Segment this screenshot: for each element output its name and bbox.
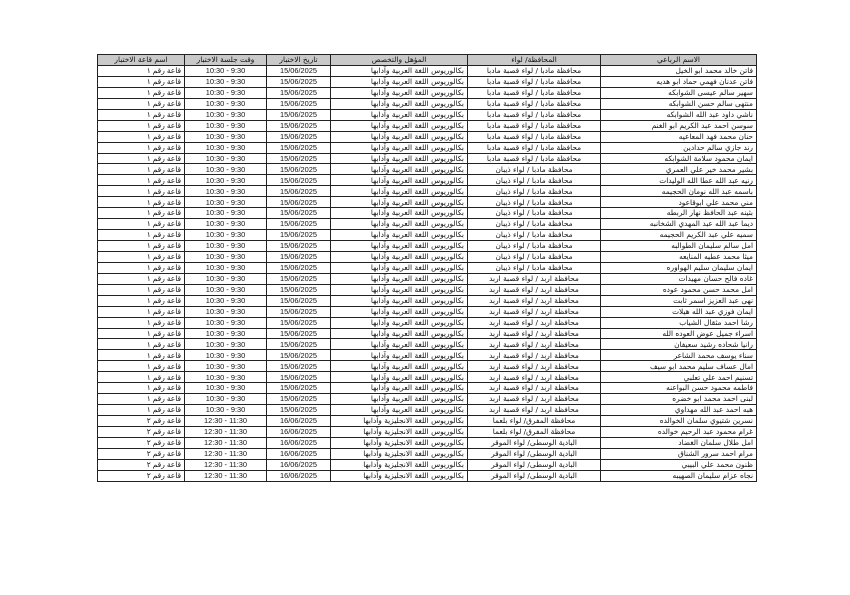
table-row [98, 284, 757, 295]
cell-name: نجاه عزام سليمان الصهيبه [601, 470, 757, 481]
cell-date: 15/06/2025 [267, 175, 331, 186]
cell-governorate: محافظة مادبا / لواء ذيبان [468, 251, 601, 262]
table-row [98, 186, 757, 197]
cell-date: 15/06/2025 [267, 186, 331, 197]
table-row [98, 241, 757, 252]
cell-name: غاده فالح حسان مهيدات [601, 273, 757, 284]
cell-qualification: بكالوريوس اللغة العربية وآدابها [331, 197, 468, 208]
cell-qualification: بكالوريوس اللغة العربية وآدابها [331, 306, 468, 317]
cell-session: 9:30 - 10:30 [185, 251, 267, 262]
cell-date: 16/06/2025 [267, 416, 331, 427]
cell-room: قاعة رقم ١ [98, 109, 185, 120]
cell-room: قاعة رقم ١ [98, 251, 185, 262]
cell-date: 15/06/2025 [267, 394, 331, 405]
cell-session: 9:30 - 10:30 [185, 372, 267, 383]
table-header-row [98, 55, 757, 66]
cell-name: رند جازي سالم حدادين [601, 142, 757, 153]
cell-name: امل محمد حسن محمود عوده [601, 284, 757, 295]
cell-qualification: بكالوريوس اللغة العربية وآدابها [331, 164, 468, 175]
cell-name: مرام احمد سرور الشناق [601, 448, 757, 459]
cell-session: 9:30 - 10:30 [185, 175, 267, 186]
table-row [98, 164, 757, 175]
cell-governorate: البادية الوسطى/ لواء الموقر [468, 448, 601, 459]
cell-governorate: محافظة اربد / لواء قصبة اربد [468, 306, 601, 317]
cell-qualification: بكالوريوس اللغة العربية وآدابها [331, 66, 468, 77]
cell-session: 9:30 - 10:30 [185, 186, 267, 197]
table-row [98, 394, 757, 405]
cell-room: قاعة رقم ١ [98, 197, 185, 208]
table-row [98, 251, 757, 262]
cell-session: 9:30 - 10:30 [185, 142, 267, 153]
cell-name: تسنيم احمد علي تعلبي [601, 372, 757, 383]
cell-session: 9:30 - 10:30 [185, 241, 267, 252]
table-row [98, 339, 757, 350]
cell-session: 9:30 - 10:30 [185, 66, 267, 77]
table-row [98, 405, 757, 416]
cell-name: سناء يوسف محمد الشاعر [601, 350, 757, 361]
table-row [98, 317, 757, 328]
cell-session: 9:30 - 10:30 [185, 164, 267, 175]
cell-qualification: بكالوريوس اللغة العربية وآدابها [331, 76, 468, 87]
cell-room: قاعة رقم ١ [98, 241, 185, 252]
cell-date: 15/06/2025 [267, 87, 331, 98]
cell-name: لبنى احمد محمد ابو خضره [601, 394, 757, 405]
table-row [98, 448, 757, 459]
cell-session: 9:30 - 10:30 [185, 361, 267, 372]
cell-date: 15/06/2025 [267, 383, 331, 394]
cell-session: 9:30 - 10:30 [185, 262, 267, 273]
cell-session: 9:30 - 10:30 [185, 98, 267, 109]
cell-session: 9:30 - 10:30 [185, 208, 267, 219]
cell-room: قاعة رقم ١ [98, 317, 185, 328]
cell-room: قاعة رقم ١ [98, 350, 185, 361]
cell-governorate: محافظة اربد / لواء قصبة اربد [468, 317, 601, 328]
cell-qualification: بكالوريوس اللغة الانجليزية وآدابها [331, 416, 468, 427]
cell-governorate: محافظة مادبا / لواء ذيبان [468, 186, 601, 197]
cell-qualification: بكالوريوس اللغة العربية وآدابها [331, 120, 468, 131]
cell-date: 16/06/2025 [267, 426, 331, 437]
cell-governorate: محافظة اربد / لواء قصبة اربد [468, 295, 601, 306]
cell-governorate: محافظة اربد / لواء قصبة اربد [468, 273, 601, 284]
cell-session: 9:30 - 10:30 [185, 197, 267, 208]
cell-governorate: محافظة مادبا / لواء قصبة مادبا [468, 66, 601, 77]
table-row [98, 295, 757, 306]
cell-date: 15/06/2025 [267, 153, 331, 164]
cell-qualification: بكالوريوس اللغة العربية وآدابها [331, 317, 468, 328]
cell-date: 15/06/2025 [267, 142, 331, 153]
cell-session: 9:30 - 10:30 [185, 76, 267, 87]
table-row [98, 459, 757, 470]
cell-room: قاعة رقم ١ [98, 295, 185, 306]
cell-room: قاعة رقم ١ [98, 175, 185, 186]
cell-session: 11:30 - 12:30 [185, 470, 267, 481]
cell-date: 15/06/2025 [267, 230, 331, 241]
cell-name: باسمه عبد الله نومان الحجيمه [601, 186, 757, 197]
cell-name: امال عساف سليم محمد ابو سيف [601, 361, 757, 372]
cell-governorate: محافظة مادبا / لواء قصبة مادبا [468, 120, 601, 131]
table-row [98, 350, 757, 361]
cell-name: سوسن احمد عبد الكريم ابو الغنم [601, 120, 757, 131]
header-name: الاسم الرباعي [601, 55, 757, 66]
table-row [98, 87, 757, 98]
table-row [98, 142, 757, 153]
cell-room: قاعة رقم ١ [98, 394, 185, 405]
table-row [98, 383, 757, 394]
cell-name: رنيه عبد الله عطا الله الوليدات [601, 175, 757, 186]
table-row [98, 273, 757, 284]
cell-name: ديما عبد الله عبد المهدي الشخانبه [601, 219, 757, 230]
cell-session: 11:30 - 12:30 [185, 448, 267, 459]
cell-date: 15/06/2025 [267, 76, 331, 87]
cell-governorate: محافظة اربد / لواء قصبة اربد [468, 405, 601, 416]
cell-session: 9:30 - 10:30 [185, 273, 267, 284]
cell-governorate: محافظة مادبا / لواء قصبة مادبا [468, 98, 601, 109]
cell-governorate: محافظة اربد / لواء قصبة اربد [468, 350, 601, 361]
cell-date: 15/06/2025 [267, 350, 331, 361]
table-row [98, 361, 757, 372]
cell-name: سميه علي عبد الكريم الحجيمه [601, 230, 757, 241]
cell-room: قاعة رقم ٢ [98, 426, 185, 437]
table-row [98, 109, 757, 120]
cell-room: قاعة رقم ٢ [98, 459, 185, 470]
cell-name: حنان محمد فهد المعاعيه [601, 131, 757, 142]
cell-session: 9:30 - 10:30 [185, 306, 267, 317]
cell-date: 15/06/2025 [267, 284, 331, 295]
cell-qualification: بكالوريوس اللغة العربية وآدابها [331, 142, 468, 153]
table-row [98, 372, 757, 383]
cell-qualification: بكالوريوس اللغة العربية وآدابها [331, 186, 468, 197]
cell-name: رشا احمد مثقال الشياب [601, 317, 757, 328]
cell-governorate: البادية الوسطى/ لواء الموقر [468, 470, 601, 481]
cell-date: 15/06/2025 [267, 306, 331, 317]
cell-governorate: محافظة اربد / لواء قصبة اربد [468, 394, 601, 405]
cell-date: 15/06/2025 [267, 109, 331, 120]
cell-qualification: بكالوريوس اللغة الانجليزية وآدابها [331, 437, 468, 448]
cell-qualification: بكالوريوس اللغة العربية وآدابها [331, 284, 468, 295]
cell-date: 16/06/2025 [267, 459, 331, 470]
header-date: تاريخ الاختبار [267, 55, 331, 66]
cell-qualification: بكالوريوس اللغة العربية وآدابها [331, 273, 468, 284]
table-row [98, 470, 757, 481]
table-row [98, 76, 757, 87]
cell-qualification: بكالوريوس اللغة العربية وآدابها [331, 295, 468, 306]
cell-session: 9:30 - 10:30 [185, 230, 267, 241]
exam-schedule-sheet [97, 54, 756, 482]
cell-name: نسرين شتيوي سلمان الخوالده [601, 416, 757, 427]
cell-room: قاعة رقم ٢ [98, 448, 185, 459]
table-row [98, 66, 757, 77]
cell-room: قاعة رقم ١ [98, 66, 185, 77]
cell-session: 11:30 - 12:30 [185, 426, 267, 437]
cell-governorate: محافظة مادبا / لواء قصبة مادبا [468, 153, 601, 164]
table-row [98, 426, 757, 437]
cell-qualification: بكالوريوس اللغة العربية وآدابها [331, 361, 468, 372]
cell-date: 15/06/2025 [267, 328, 331, 339]
cell-name: فاتن عدنان فهمي حماد ابو هديه [601, 76, 757, 87]
cell-room: قاعة رقم ١ [98, 208, 185, 219]
cell-governorate: محافظة المفرق/ لواء بلعما [468, 426, 601, 437]
cell-qualification: بكالوريوس اللغة العربية وآدابها [331, 405, 468, 416]
cell-session: 9:30 - 10:30 [185, 153, 267, 164]
cell-governorate: محافظة مادبا / لواء ذيبان [468, 219, 601, 230]
cell-qualification: بكالوريوس اللغة العربية وآدابها [331, 350, 468, 361]
cell-date: 15/06/2025 [267, 66, 331, 77]
cell-room: قاعة رقم ١ [98, 284, 185, 295]
cell-session: 9:30 - 10:30 [185, 328, 267, 339]
cell-room: قاعة رقم ١ [98, 383, 185, 394]
cell-name: ايمان محمود سلامة الشوابكه [601, 153, 757, 164]
cell-room: قاعة رقم ١ [98, 87, 185, 98]
cell-session: 9:30 - 10:30 [185, 87, 267, 98]
cell-governorate: محافظة اربد / لواء قصبة اربد [468, 383, 601, 394]
table-row [98, 208, 757, 219]
cell-room: قاعة رقم ١ [98, 273, 185, 284]
table-row [98, 131, 757, 142]
cell-governorate: محافظة اربد / لواء قصبة اربد [468, 284, 601, 295]
cell-qualification: بكالوريوس اللغة العربية وآدابها [331, 372, 468, 383]
cell-session: 9:30 - 10:30 [185, 295, 267, 306]
cell-room: قاعة رقم ١ [98, 328, 185, 339]
cell-name: مني محمد علي ابوقاعود [601, 197, 757, 208]
table-row [98, 153, 757, 164]
cell-governorate: محافظة مادبا / لواء ذيبان [468, 175, 601, 186]
cell-room: قاعة رقم ١ [98, 405, 185, 416]
cell-governorate: محافظة مادبا / لواء ذيبان [468, 164, 601, 175]
table-row [98, 230, 757, 241]
cell-session: 9:30 - 10:30 [185, 317, 267, 328]
cell-qualification: بكالوريوس اللغة العربية وآدابها [331, 153, 468, 164]
cell-qualification: بكالوريوس اللغة العربية وآدابها [331, 175, 468, 186]
cell-governorate: البادية الوسطى/ لواء الموقر [468, 459, 601, 470]
cell-qualification: بكالوريوس اللغة الانجليزية وآدابها [331, 459, 468, 470]
cell-governorate: محافظة مادبا / لواء قصبة مادبا [468, 142, 601, 153]
cell-room: قاعة رقم ٢ [98, 416, 185, 427]
cell-date: 15/06/2025 [267, 295, 331, 306]
cell-date: 15/06/2025 [267, 120, 331, 131]
cell-room: قاعة رقم ١ [98, 219, 185, 230]
cell-name: هبه احمد عبد الله مهداوي [601, 405, 757, 416]
header-session: وقت جلسة الاختبار [185, 55, 267, 66]
table-row [98, 98, 757, 109]
cell-date: 15/06/2025 [267, 197, 331, 208]
cell-governorate: محافظة اربد / لواء قصبة اربد [468, 372, 601, 383]
cell-date: 15/06/2025 [267, 317, 331, 328]
cell-governorate: محافظة المفرق/ لواء بلعما [468, 416, 601, 427]
cell-qualification: بكالوريوس اللغة العربية وآدابها [331, 328, 468, 339]
cell-name: منتهى سالم حسن الشوابكه [601, 98, 757, 109]
cell-name: ايمان فوزي عبد الله هيلات [601, 306, 757, 317]
table-row [98, 306, 757, 317]
cell-name: اسراء جميل عوض العوده الله [601, 328, 757, 339]
cell-date: 15/06/2025 [267, 219, 331, 230]
cell-name: نهى عبد العزيز اسمر ثابت [601, 295, 757, 306]
cell-name: فاتن خالد محمد ابو الخيل [601, 66, 757, 77]
cell-date: 15/06/2025 [267, 164, 331, 175]
cell-room: قاعة رقم ١ [98, 262, 185, 273]
cell-qualification: بكالوريوس اللغة العربية وآدابها [331, 98, 468, 109]
cell-governorate: محافظة اربد / لواء قصبة اربد [468, 339, 601, 350]
cell-date: 16/06/2025 [267, 437, 331, 448]
cell-name: فاطمه محمود حسن البواعنه [601, 383, 757, 394]
table-row [98, 437, 757, 448]
cell-governorate: محافظة اربد / لواء قصبة اربد [468, 361, 601, 372]
cell-session: 9:30 - 10:30 [185, 383, 267, 394]
cell-name: بشير محمد خير علي العمري [601, 164, 757, 175]
cell-qualification: بكالوريوس اللغة الانجليزية وآدابها [331, 470, 468, 481]
cell-name: ميثا محمد عطيه المنايعه [601, 251, 757, 262]
cell-date: 16/06/2025 [267, 448, 331, 459]
cell-session: 9:30 - 10:30 [185, 219, 267, 230]
cell-date: 16/06/2025 [267, 470, 331, 481]
cell-room: قاعة رقم ١ [98, 153, 185, 164]
cell-room: قاعة رقم ٢ [98, 437, 185, 448]
cell-room: قاعة رقم ١ [98, 361, 185, 372]
cell-room: قاعة رقم ١ [98, 120, 185, 131]
cell-date: 15/06/2025 [267, 361, 331, 372]
cell-governorate: محافظة مادبا / لواء قصبة مادبا [468, 131, 601, 142]
cell-date: 15/06/2025 [267, 339, 331, 350]
cell-room: قاعة رقم ١ [98, 186, 185, 197]
cell-room: قاعة رقم ١ [98, 76, 185, 87]
cell-date: 15/06/2025 [267, 208, 331, 219]
cell-room: قاعة رقم ١ [98, 339, 185, 350]
cell-name: رانيا شحاده رشيد سعيفان [601, 339, 757, 350]
cell-governorate: محافظة مادبا / لواء ذيبان [468, 262, 601, 273]
cell-qualification: بكالوريوس اللغة العربية وآدابها [331, 339, 468, 350]
cell-session: 9:30 - 10:30 [185, 109, 267, 120]
cell-session: 9:30 - 10:30 [185, 405, 267, 416]
cell-room: قاعة رقم ١ [98, 306, 185, 317]
cell-governorate: محافظة مادبا / لواء قصبة مادبا [468, 87, 601, 98]
cell-name: بثينه عبد الحافظ نهار الربطه [601, 208, 757, 219]
cell-name: امل سالم سليمان الطوالبه [601, 241, 757, 252]
cell-session: 9:30 - 10:30 [185, 350, 267, 361]
cell-qualification: بكالوريوس اللغة العربية وآدابها [331, 383, 468, 394]
cell-qualification: بكالوريوس اللغة العربية وآدابها [331, 131, 468, 142]
cell-room: قاعة رقم ١ [98, 131, 185, 142]
cell-date: 15/06/2025 [267, 262, 331, 273]
cell-governorate: البادية الوسطى/ لواء الموقر [468, 437, 601, 448]
cell-date: 15/06/2025 [267, 131, 331, 142]
table-row [98, 197, 757, 208]
cell-governorate: محافظة مادبا / لواء ذيبان [468, 208, 601, 219]
header-qualification: المؤهل والتخصص [331, 55, 468, 66]
cell-qualification: بكالوريوس اللغة العربية وآدابها [331, 262, 468, 273]
cell-room: قاعة رقم ١ [98, 142, 185, 153]
cell-governorate: محافظة اربد / لواء قصبة اربد [468, 328, 601, 339]
cell-date: 15/06/2025 [267, 98, 331, 109]
table-body [98, 66, 757, 482]
cell-session: 9:30 - 10:30 [185, 394, 267, 405]
cell-date: 15/06/2025 [267, 241, 331, 252]
cell-session: 9:30 - 10:30 [185, 339, 267, 350]
cell-room: قاعة رقم ١ [98, 164, 185, 175]
cell-qualification: بكالوريوس اللغة الانجليزية وآدابها [331, 426, 468, 437]
cell-session: 11:30 - 12:30 [185, 459, 267, 470]
cell-governorate: محافظة مادبا / لواء قصبة مادبا [468, 76, 601, 87]
cell-session: 9:30 - 10:30 [185, 131, 267, 142]
cell-name: سهير سالم عيسى الشوابكه [601, 87, 757, 98]
table-row [98, 219, 757, 230]
cell-name: ناشي داود عبد الله الشوابكه [601, 109, 757, 120]
cell-qualification: بكالوريوس اللغة العربية وآدابها [331, 241, 468, 252]
cell-qualification: بكالوريوس اللغة العربية وآدابها [331, 208, 468, 219]
cell-qualification: بكالوريوس اللغة العربية وآدابها [331, 230, 468, 241]
cell-governorate: محافظة مادبا / لواء ذيبان [468, 197, 601, 208]
cell-qualification: بكالوريوس اللغة العربية وآدابها [331, 251, 468, 262]
cell-governorate: محافظة مادبا / لواء ذيبان [468, 241, 601, 252]
table-row [98, 262, 757, 273]
cell-qualification: بكالوريوس اللغة العربية وآدابها [331, 87, 468, 98]
exam-schedule-table [97, 54, 757, 482]
header-governorate: المحافظة/ لواء [468, 55, 601, 66]
cell-name: ايمان سليمان سليم الهواوره [601, 262, 757, 273]
cell-session: 11:30 - 12:30 [185, 416, 267, 427]
cell-room: قاعة رقم ١ [98, 98, 185, 109]
cell-date: 15/06/2025 [267, 405, 331, 416]
cell-date: 15/06/2025 [267, 273, 331, 284]
cell-qualification: بكالوريوس اللغة العربية وآدابها [331, 109, 468, 120]
cell-name: امل طلال سلمان الغضاد [601, 437, 757, 448]
table-row [98, 328, 757, 339]
cell-qualification: بكالوريوس اللغة الانجليزية وآدابها [331, 448, 468, 459]
cell-qualification: بكالوريوس اللغة العربية وآدابها [331, 394, 468, 405]
cell-session: 9:30 - 10:30 [185, 120, 267, 131]
cell-qualification: بكالوريوس اللغة العربية وآدابها [331, 219, 468, 230]
table-row [98, 120, 757, 131]
cell-governorate: محافظة مادبا / لواء قصبة مادبا [468, 109, 601, 120]
cell-name: غرام محمود عبد الرحيم خوالده [601, 426, 757, 437]
cell-room: قاعة رقم ١ [98, 230, 185, 241]
cell-room: قاعة رقم ٢ [98, 470, 185, 481]
cell-room: قاعة رقم ١ [98, 372, 185, 383]
header-room: اسم قاعة الاختبار [98, 55, 185, 66]
cell-name: ظنون محمد علي البيبي [601, 459, 757, 470]
table-row [98, 416, 757, 427]
table-row [98, 175, 757, 186]
cell-governorate: محافظة مادبا / لواء ذيبان [468, 230, 601, 241]
cell-date: 15/06/2025 [267, 251, 331, 262]
cell-session: 11:30 - 12:30 [185, 437, 267, 448]
cell-date: 15/06/2025 [267, 372, 331, 383]
cell-session: 9:30 - 10:30 [185, 284, 267, 295]
